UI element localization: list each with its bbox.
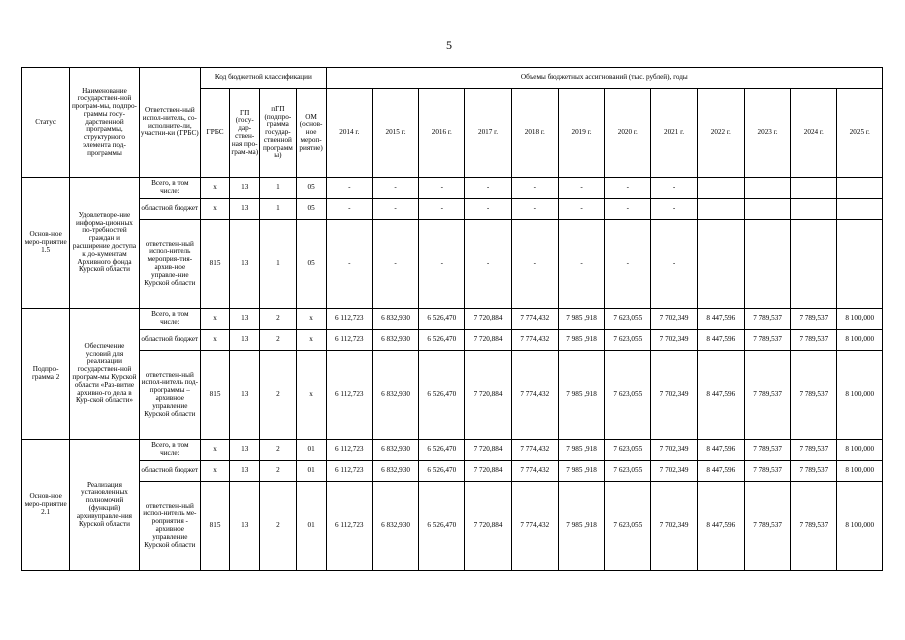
amount-cell: - <box>605 178 651 199</box>
amount-cell: 6 112,723 <box>326 461 372 482</box>
table-row <box>22 220 883 309</box>
amount-cell: 6 832,930 <box>372 461 418 482</box>
amount-cell: 6 526,470 <box>419 351 465 440</box>
responsible-cell: ответствен-ный испол-нитель под-программы – архивное управление Курской области <box>139 351 200 440</box>
responsible-cell: ответствен-ный испол-нитель мероприя-тия- архив-ное управле-ние Курской области <box>139 220 200 309</box>
amount-cell: 7 985 ,918 <box>558 330 604 351</box>
grbs-cell: 815 <box>200 351 229 440</box>
header-responsible: Ответствен-ный испол-нитель, со-исполните-ли, участни-ки (ГРБС) <box>139 68 200 178</box>
header-year: 2017 г. <box>465 89 511 178</box>
om-cell: x <box>296 330 326 351</box>
header-grbs: ГРБС <box>200 89 229 178</box>
amount-cell: - <box>326 220 372 309</box>
amount-cell: 7 720,884 <box>465 482 511 571</box>
amount-cell: 7 985 ,918 <box>558 482 604 571</box>
header-year: 2022 г. <box>697 89 744 178</box>
amount-cell: 7 985 ,918 <box>558 440 604 461</box>
amount-cell: 8 100,000 <box>837 440 883 461</box>
gp-cell: 13 <box>230 178 260 199</box>
amount-cell: 7 720,884 <box>465 440 511 461</box>
om-cell: 01 <box>296 482 326 571</box>
pgp-cell: 2 <box>260 440 296 461</box>
amount-cell: 6 526,470 <box>419 440 465 461</box>
amount-cell: 8 447,596 <box>697 440 744 461</box>
amount-cell: 7 623,055 <box>605 309 651 330</box>
amount-cell: 6 112,723 <box>326 330 372 351</box>
table-row <box>22 199 883 220</box>
grbs-cell: x <box>200 199 229 220</box>
budget-allocation-table <box>21 67 883 571</box>
amount-cell: 8 447,596 <box>697 309 744 330</box>
responsible-cell: областной бюджет <box>139 461 200 482</box>
amount-cell: 7 702,349 <box>651 440 697 461</box>
amount-cell: - <box>558 220 604 309</box>
amount-cell: 7 789,537 <box>791 351 837 440</box>
header-year: 2025 г. <box>837 89 883 178</box>
responsible-cell: областной бюджет <box>139 199 200 220</box>
amount-cell: 8 100,000 <box>837 461 883 482</box>
amount-cell: 8 447,596 <box>697 351 744 440</box>
table-row <box>22 178 883 199</box>
amount-cell: - <box>372 178 418 199</box>
grbs-cell: x <box>200 330 229 351</box>
table-row <box>22 330 883 351</box>
amount-cell: 7 789,537 <box>744 440 790 461</box>
header-budget-classification-code: Код бюджетной классификации <box>200 68 326 89</box>
amount-cell: - <box>419 199 465 220</box>
amount-cell: 7 774,432 <box>511 482 558 571</box>
gp-cell: 13 <box>230 199 260 220</box>
header-year: 2015 г. <box>372 89 418 178</box>
gp-cell: 13 <box>230 461 260 482</box>
header-program-name: Наименование государствен-ной програм-мы, подпро-граммы госу-дарственной программы, структурного элемента под-программы <box>70 68 139 178</box>
amount-cell <box>697 178 744 199</box>
amount-cell: 7 702,349 <box>651 351 697 440</box>
header-year: 2024 г. <box>791 89 837 178</box>
amount-cell: - <box>372 199 418 220</box>
amount-cell: 7 720,884 <box>465 330 511 351</box>
amount-cell: 7 774,432 <box>511 351 558 440</box>
status-cell: Основ-ное меро-приятие 1.5 <box>22 178 70 309</box>
grbs-cell: x <box>200 461 229 482</box>
responsible-cell: ответствен-ный испол-нитель ме-роприятия - архивное управление Курской области <box>139 482 200 571</box>
amount-cell: 7 774,432 <box>511 461 558 482</box>
header-gp: ГП (госу-дар-ствен-ная про-грам-ма) <box>230 89 260 178</box>
amount-cell: 8 100,000 <box>837 351 883 440</box>
gp-cell: 13 <box>230 330 260 351</box>
amount-cell: 7 623,055 <box>605 351 651 440</box>
amount-cell: - <box>558 199 604 220</box>
amount-cell: 6 112,723 <box>326 351 372 440</box>
amount-cell: 6 526,470 <box>419 330 465 351</box>
amount-cell: 8 100,000 <box>837 330 883 351</box>
table-row <box>22 440 883 461</box>
amount-cell: 7 789,537 <box>744 330 790 351</box>
amount-cell: 7 623,055 <box>605 330 651 351</box>
responsible-cell: областной бюджет <box>139 330 200 351</box>
amount-cell: 7 623,055 <box>605 482 651 571</box>
amount-cell: 7 623,055 <box>605 440 651 461</box>
amount-cell: - <box>372 220 418 309</box>
om-cell: 05 <box>296 178 326 199</box>
header-year: 2021 г. <box>651 89 697 178</box>
header-year: 2018 г. <box>511 89 558 178</box>
responsible-cell: Всего, в том числе: <box>139 440 200 461</box>
amount-cell: 7 789,537 <box>791 330 837 351</box>
amount-cell: - <box>326 178 372 199</box>
amount-cell: - <box>651 220 697 309</box>
program-name-cell: Обеспечение условий для реализации государствен-ной програм-мы Курской области «Раз-витие архивно-го дела в Кур-ской области» <box>70 309 139 440</box>
amount-cell: - <box>511 178 558 199</box>
amount-cell: 7 702,349 <box>651 461 697 482</box>
program-name-cell: Удовлетворе-ние информа-ционных по-требностей граждан и расширение доступа к до-кументам Архивного фонда Курской области <box>70 178 139 309</box>
table-row <box>22 482 883 571</box>
amount-cell: 7 789,537 <box>744 482 790 571</box>
amount-cell: 8 100,000 <box>837 482 883 571</box>
amount-cell: 6 526,470 <box>419 461 465 482</box>
amount-cell: 6 526,470 <box>419 309 465 330</box>
amount-cell: 7 702,349 <box>651 309 697 330</box>
responsible-cell: Всего, в том числе: <box>139 178 200 199</box>
amount-cell: - <box>651 199 697 220</box>
amount-cell: 6 526,470 <box>419 482 465 571</box>
amount-cell <box>744 220 790 309</box>
amount-cell <box>837 199 883 220</box>
grbs-cell: 815 <box>200 220 229 309</box>
amount-cell <box>697 220 744 309</box>
amount-cell: - <box>465 178 511 199</box>
amount-cell <box>837 220 883 309</box>
header-pgp: пГП (подпро-грамма государ-ственной программы) <box>260 89 296 178</box>
amount-cell: 7 702,349 <box>651 482 697 571</box>
amount-cell: 6 832,930 <box>372 351 418 440</box>
amount-cell <box>744 199 790 220</box>
gp-cell: 13 <box>230 482 260 571</box>
amount-cell: - <box>465 199 511 220</box>
amount-cell: 6 112,723 <box>326 440 372 461</box>
om-cell: 05 <box>296 220 326 309</box>
amount-cell <box>791 199 837 220</box>
amount-cell: 7 702,349 <box>651 330 697 351</box>
amount-cell <box>837 178 883 199</box>
amount-cell: 7 774,432 <box>511 309 558 330</box>
gp-cell: 13 <box>230 440 260 461</box>
amount-cell: - <box>511 199 558 220</box>
amount-cell <box>697 199 744 220</box>
amount-cell <box>791 178 837 199</box>
pgp-cell: 2 <box>260 461 296 482</box>
amount-cell: 6 832,930 <box>372 330 418 351</box>
pgp-cell: 2 <box>260 330 296 351</box>
gp-cell: 13 <box>230 220 260 309</box>
header-status: Статус <box>22 68 70 178</box>
amount-cell: 6 112,723 <box>326 309 372 330</box>
om-cell: 01 <box>296 461 326 482</box>
amount-cell: 7 789,537 <box>791 461 837 482</box>
gp-cell: 13 <box>230 351 260 440</box>
amount-cell: - <box>419 220 465 309</box>
table-row <box>22 309 883 330</box>
amount-cell: 7 985 ,918 <box>558 461 604 482</box>
om-cell: x <box>296 309 326 330</box>
amount-cell: 6 832,930 <box>372 482 418 571</box>
amount-cell: - <box>326 199 372 220</box>
om-cell: 01 <box>296 440 326 461</box>
amount-cell: 7 720,884 <box>465 309 511 330</box>
gp-cell: 13 <box>230 309 260 330</box>
amount-cell: 7 789,537 <box>744 351 790 440</box>
header-budget-volumes: Объемы бюджетных ассигнований (тыс. рублей), годы <box>326 68 882 89</box>
pgp-cell: 2 <box>260 309 296 330</box>
header-year: 2016 г. <box>419 89 465 178</box>
amount-cell: - <box>419 178 465 199</box>
amount-cell: 8 447,596 <box>697 461 744 482</box>
pgp-cell: 1 <box>260 178 296 199</box>
amount-cell: - <box>558 178 604 199</box>
amount-cell: 7 789,537 <box>744 309 790 330</box>
header-year: 2014 г. <box>326 89 372 178</box>
table-row <box>22 461 883 482</box>
page-number: 5 <box>446 38 452 52</box>
amount-cell: 7 720,884 <box>465 351 511 440</box>
amount-cell: 7 789,537 <box>791 482 837 571</box>
status-cell: Основ-ное меро-приятие 2.1 <box>22 440 70 571</box>
grbs-cell: 815 <box>200 482 229 571</box>
amount-cell: 6 832,930 <box>372 309 418 330</box>
pgp-cell: 2 <box>260 482 296 571</box>
amount-cell: 7 789,537 <box>791 309 837 330</box>
grbs-cell: x <box>200 309 229 330</box>
status-cell: Подпро-грамма 2 <box>22 309 70 440</box>
om-cell: 05 <box>296 199 326 220</box>
header-year: 2020 г. <box>605 89 651 178</box>
amount-cell: 8 447,596 <box>697 330 744 351</box>
amount-cell: - <box>465 220 511 309</box>
amount-cell: - <box>605 199 651 220</box>
amount-cell: 6 112,723 <box>326 482 372 571</box>
amount-cell: 7 985 ,918 <box>558 351 604 440</box>
amount-cell: 7 789,537 <box>791 440 837 461</box>
amount-cell: 8 447,596 <box>697 482 744 571</box>
amount-cell: 7 985 ,918 <box>558 309 604 330</box>
pgp-cell: 1 <box>260 199 296 220</box>
om-cell: x <box>296 351 326 440</box>
amount-cell <box>744 178 790 199</box>
amount-cell: 7 623,055 <box>605 461 651 482</box>
table-row <box>22 351 883 440</box>
amount-cell <box>791 220 837 309</box>
header-year: 2023 г. <box>744 89 790 178</box>
amount-cell: 7 720,884 <box>465 461 511 482</box>
amount-cell: 6 832,930 <box>372 440 418 461</box>
amount-cell: - <box>605 220 651 309</box>
responsible-cell: Всего, в том числе: <box>139 309 200 330</box>
grbs-cell: x <box>200 178 229 199</box>
amount-cell: 7 774,432 <box>511 440 558 461</box>
header-year: 2019 г. <box>558 89 604 178</box>
pgp-cell: 1 <box>260 220 296 309</box>
pgp-cell: 2 <box>260 351 296 440</box>
amount-cell: 7 774,432 <box>511 330 558 351</box>
amount-cell: 8 100,000 <box>837 309 883 330</box>
program-name-cell: Реализация установленных полномочий (функций) архивуправле-ния Курской области <box>70 440 139 571</box>
amount-cell: - <box>651 178 697 199</box>
header-om: ОМ (основ-ное мероп-риятие) <box>296 89 326 178</box>
amount-cell: 7 789,537 <box>744 461 790 482</box>
grbs-cell: x <box>200 440 229 461</box>
amount-cell: - <box>511 220 558 309</box>
